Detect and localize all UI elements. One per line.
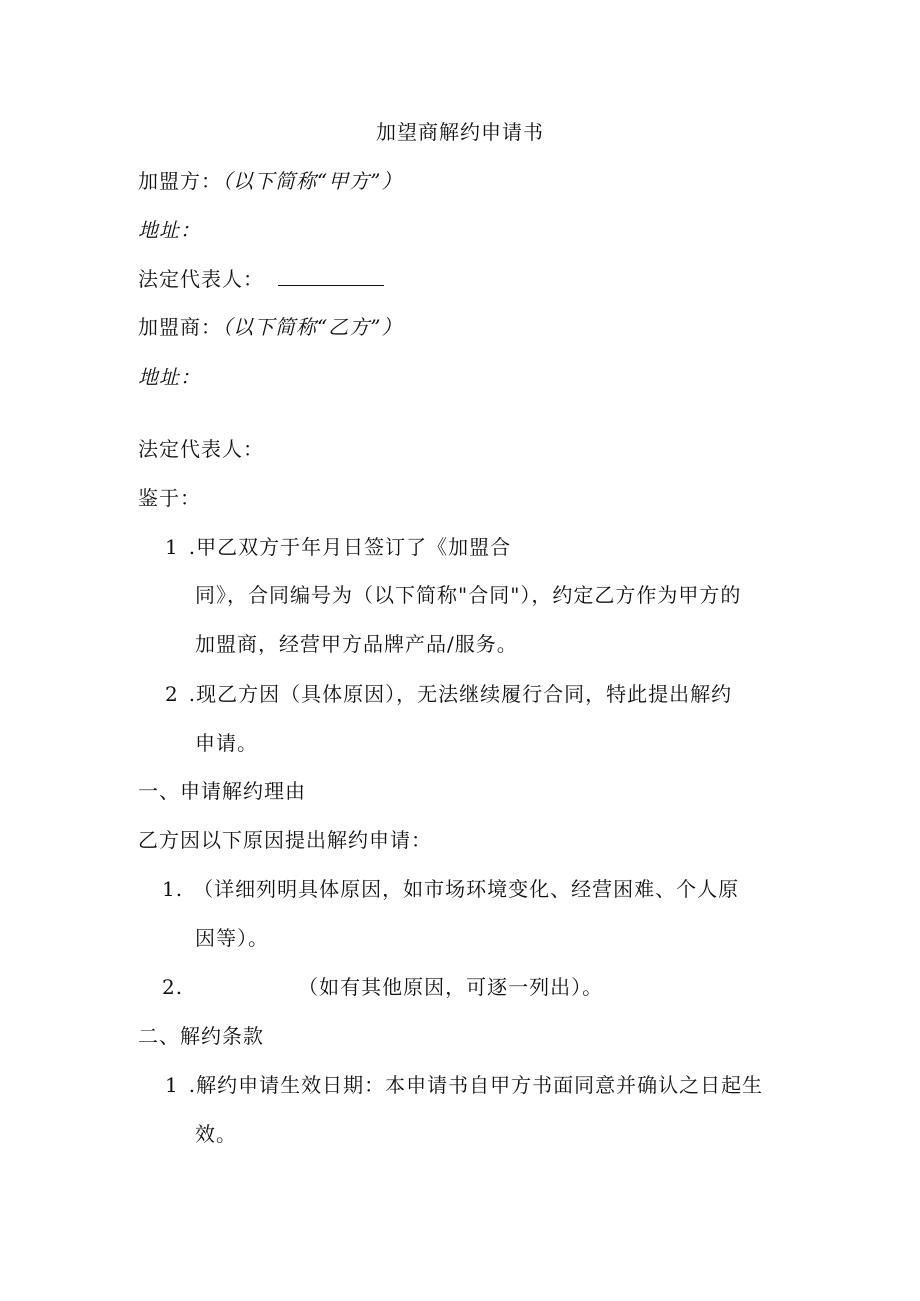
reason-2-line-1: [162, 974, 603, 1000]
party-a-label: 加盟方：: [138, 169, 222, 193]
reason-2-number: 2.: [162, 975, 184, 999]
reason-1-line-2: 因等）。: [195, 926, 269, 950]
party-b-legal-rep-label: 法定代表人：: [138, 437, 264, 461]
whereas-item-1-number: 1: [165, 535, 179, 559]
section-1-intro: 乙方因以下原因提出解约申请：: [138, 828, 432, 852]
reason-1-number: 1.: [162, 877, 184, 901]
party-b-note: （以下简称“乙方”）: [222, 315, 403, 339]
whereas-item-2-text: .现乙方因（具体原因），无法继续履行合同，特此提出解约: [188, 682, 733, 706]
party-a-row: [138, 168, 402, 194]
party-a-legal-rep-row: [138, 266, 384, 292]
clause-1-number: 1: [165, 1073, 179, 1097]
section-1-heading: 一、申请解约理由: [138, 779, 306, 803]
whereas-item-2-line-2: 申请。: [195, 731, 258, 755]
whereas-item-2-line-1: [165, 681, 732, 707]
clause-1-line-1: [165, 1072, 763, 1098]
reason-1-line-1: [162, 876, 739, 902]
reason-2-text: （如有其他原因，可逐一列出）。: [298, 975, 604, 999]
party-b-row: [138, 314, 402, 340]
whereas-item-1-text: .甲乙双方于年月日签订了《加盟合: [188, 535, 512, 559]
clause-1-text: .解约申请生效日期：本申请书自甲方书面同意并确认之日起生: [188, 1073, 764, 1097]
whereas-heading: 鉴于：: [138, 486, 201, 510]
whereas-item-2-number: 2: [165, 682, 179, 706]
party-a-note: （以下简称“甲方”）: [222, 169, 403, 193]
reason-1-text: （详细列明具体原因，如市场环境变化、经营困难、个人原: [193, 877, 740, 901]
party-b-address-label: 地址：: [138, 365, 201, 389]
whereas-item-1-line-1: [165, 534, 511, 560]
document-title: 加望商解约申请书: [376, 120, 544, 144]
party-a-legal-rep-label: 法定代表人：: [138, 267, 264, 291]
section-2-heading: 二、解约条款: [138, 1024, 264, 1048]
clause-1-line-2: 效。: [195, 1122, 237, 1146]
party-a-address-label: 地址：: [138, 218, 201, 242]
whereas-item-1-line-2: 同》，合同编号为（以下简称"合同"），约定乙方作为甲方的: [195, 583, 742, 607]
party-b-label: 加盟商：: [138, 315, 222, 339]
whereas-item-1-line-3: 加盟商，经营甲方品牌产品/服务。: [195, 632, 518, 656]
legal-rep-blank-line: [278, 267, 384, 286]
